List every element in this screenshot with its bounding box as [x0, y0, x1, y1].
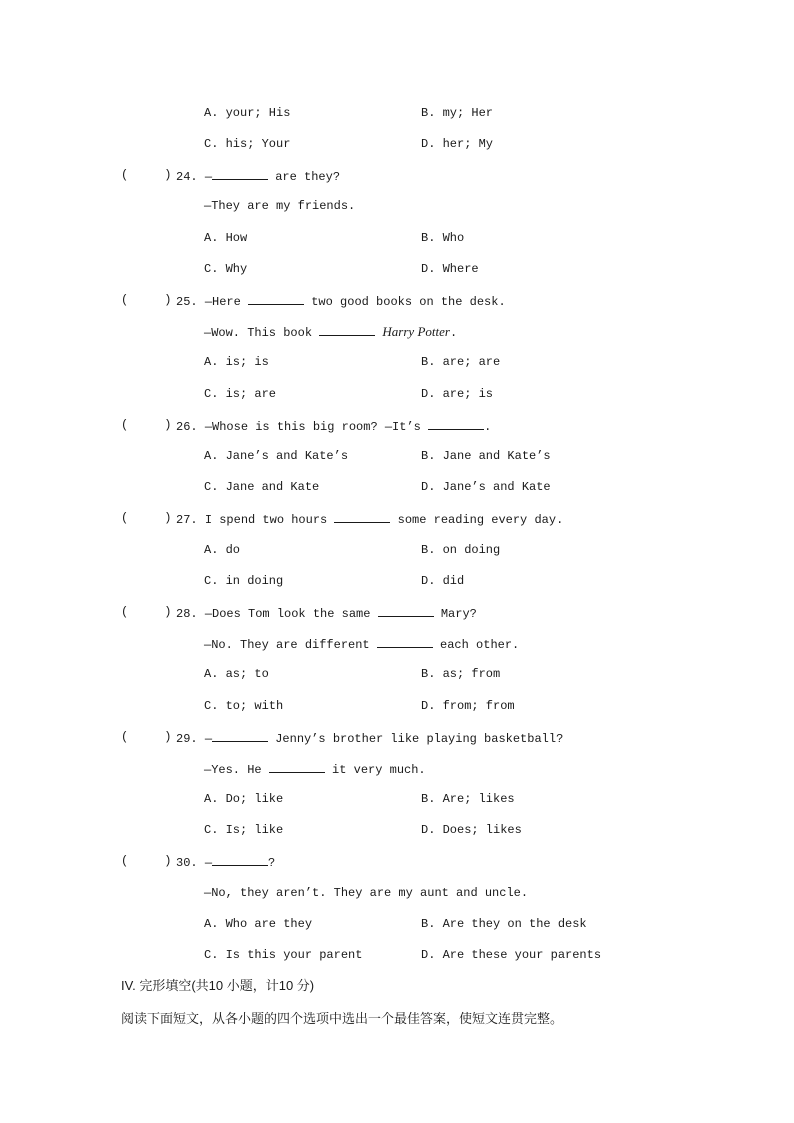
dialogue-line-2: —No, they aren’t. They are my aunt and uncle. — [204, 886, 529, 900]
answer-paren[interactable]: ( ) — [121, 418, 172, 432]
option-b[interactable]: B. on doing — [421, 543, 501, 557]
option-b[interactable]: B. Who — [421, 231, 465, 245]
option-c[interactable]: C. Why — [204, 262, 248, 276]
question-stem — [176, 293, 506, 309]
book-title: Harry Potter — [382, 324, 450, 339]
question-stem — [176, 605, 477, 621]
answer-blank[interactable] — [212, 854, 268, 866]
option-d[interactable]: D. from; from — [421, 699, 515, 713]
answer-blank[interactable] — [212, 730, 268, 742]
option-d[interactable]: D. are; is — [421, 387, 494, 401]
stem-pre: — — [204, 856, 213, 870]
option-b[interactable]: B. as; from — [421, 667, 501, 681]
stem-post: two good books on the desk. — [304, 295, 506, 309]
question-number: 25. — [176, 295, 198, 309]
answer-blank[interactable] — [212, 168, 268, 180]
question-number: 28. — [176, 607, 198, 621]
dialogue-line-2 — [204, 636, 519, 652]
answer-paren[interactable]: ( ) — [121, 854, 172, 868]
option-a[interactable]: A. do — [204, 543, 241, 557]
question-stem — [176, 168, 340, 184]
answer-blank[interactable] — [428, 418, 484, 430]
answer-blank[interactable] — [378, 605, 434, 617]
option-d[interactable]: D. Jane’s and Kate — [421, 480, 551, 494]
option-a[interactable]: A. Who are they — [204, 917, 313, 931]
option-d[interactable]: D. did — [421, 574, 465, 588]
answer-blank[interactable] — [319, 324, 375, 336]
stem-pre: I spend two hours — [204, 513, 335, 527]
line2-pre: —No. They are different — [204, 638, 377, 652]
prev-option-a: A. your; His — [204, 106, 291, 120]
option-c[interactable]: C. in doing — [204, 574, 284, 588]
answer-blank[interactable] — [269, 761, 325, 773]
line2-pre: —Wow. This book — [204, 326, 320, 340]
line2-pre: —Yes. He — [204, 763, 269, 777]
stem-pre: — — [204, 732, 213, 746]
answer-paren[interactable]: ( ) — [121, 293, 172, 307]
stem-pre: —Does Tom look the same — [204, 607, 378, 621]
option-a[interactable]: A. is; is — [204, 355, 269, 369]
option-a[interactable]: A. How — [204, 231, 248, 245]
question-stem — [176, 730, 563, 746]
prev-option-b: B. my; Her — [421, 106, 494, 120]
question-number: 24. — [176, 170, 198, 184]
option-c[interactable]: C. is; are — [204, 387, 277, 401]
answer-blank[interactable] — [248, 293, 304, 305]
stem-post: some reading every day. — [390, 513, 564, 527]
prev-option-c: C. his; Your — [204, 137, 291, 151]
stem-pre: —Here — [204, 295, 249, 309]
answer-paren[interactable]: ( ) — [121, 730, 172, 744]
stem-pre: —Whose is this big room? —It’s — [204, 420, 429, 434]
option-c[interactable]: C. Jane and Kate — [204, 480, 320, 494]
question-number: 26. — [176, 420, 198, 434]
option-d[interactable]: D. Where — [421, 262, 479, 276]
option-b[interactable]: B. Jane and Kate’s — [421, 449, 551, 463]
option-a[interactable]: A. Jane’s and Kate’s — [204, 449, 349, 463]
option-a[interactable]: A. as; to — [204, 667, 269, 681]
dialogue-line-2 — [204, 324, 457, 340]
stem-post: Mary? — [433, 607, 477, 621]
option-d[interactable]: D. Does; likes — [421, 823, 522, 837]
line2-post: each other. — [432, 638, 520, 652]
answer-blank[interactable] — [377, 636, 433, 648]
option-b[interactable]: B. are; are — [421, 355, 501, 369]
stem-post: . — [484, 420, 492, 434]
question-number: 29. — [176, 732, 198, 746]
line2-post: . — [449, 326, 458, 340]
option-c[interactable]: C. Is this your parent — [204, 948, 363, 962]
dialogue-line-2: —They are my friends. — [204, 199, 356, 213]
line2-post: it very much. — [324, 763, 426, 777]
option-c[interactable]: C. Is; like — [204, 823, 284, 837]
section-instruction: 阅读下面短文，从各小题的四个选项中选出一个最佳答案，使短文连贯完整。 — [121, 1011, 564, 1026]
section-heading: IV. 完形填空(共10 小题，计10 分) — [121, 978, 315, 993]
option-a[interactable]: A. Do; like — [204, 792, 284, 806]
answer-paren[interactable]: ( ) — [121, 605, 172, 619]
answer-blank[interactable] — [334, 511, 390, 523]
question-number: 27. — [176, 513, 198, 527]
question-stem — [176, 511, 563, 527]
option-d[interactable]: D. Are these your parents — [421, 948, 602, 962]
option-b[interactable]: B. Are they on the desk — [421, 917, 587, 931]
option-b[interactable]: B. Are; likes — [421, 792, 515, 806]
option-c[interactable]: C. to; with — [204, 699, 284, 713]
question-number: 30. — [176, 856, 198, 870]
answer-paren[interactable]: ( ) — [121, 511, 172, 525]
stem-post: Jenny’s brother like playing basketball? — [268, 732, 564, 746]
question-stem — [176, 854, 275, 870]
answer-paren[interactable]: ( ) — [121, 168, 172, 182]
stem-pre: — — [204, 170, 213, 184]
question-stem — [176, 418, 491, 434]
stem-post: are they? — [268, 170, 341, 184]
prev-option-d: D. her; My — [421, 137, 494, 151]
stem-post: ? — [268, 856, 276, 870]
dialogue-line-2 — [204, 761, 426, 777]
